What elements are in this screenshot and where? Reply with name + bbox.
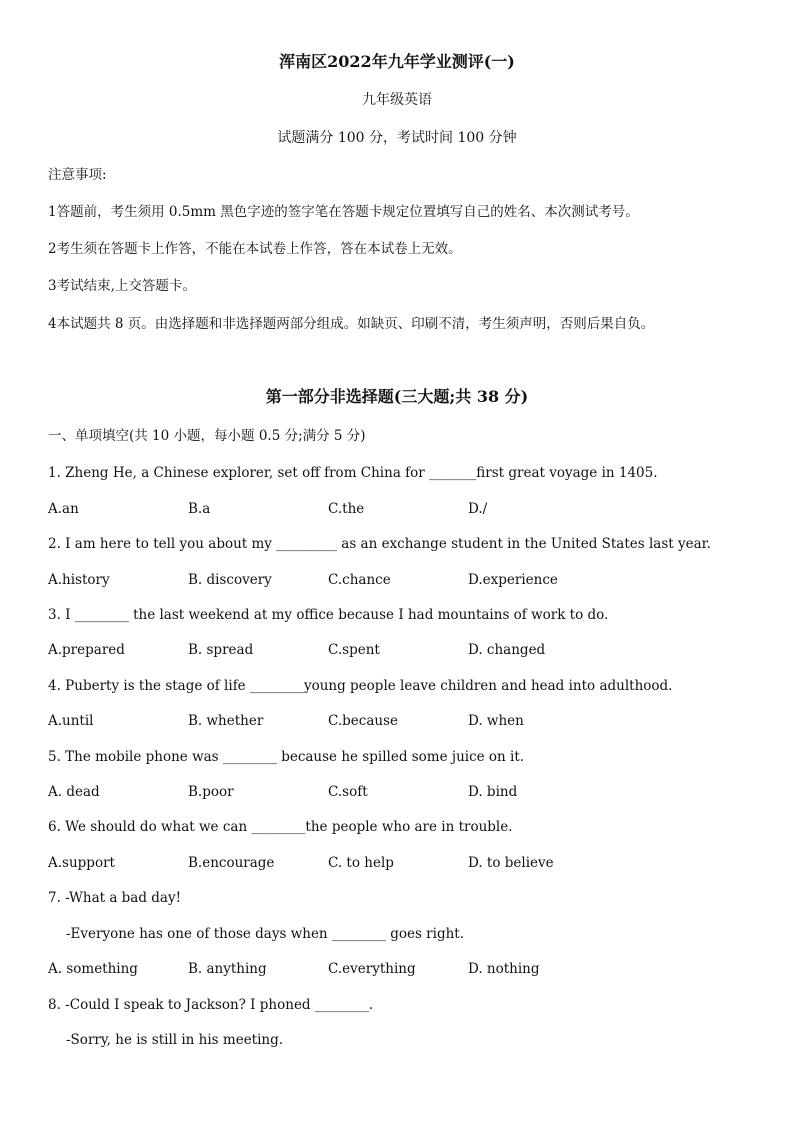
option-c: C.the <box>328 501 365 517</box>
option-c: C.everything <box>328 961 416 977</box>
notice-item: 1答题前，考生须用 0.5mm 黑色字迹的签字笔在答题卡规定位置填写自己的姓名、本次测试考号。 <box>48 204 639 220</box>
option-a: A. dead <box>48 784 100 800</box>
option-c: C.chance <box>328 572 391 588</box>
question-stem: 3. I ________ the last weekend at my office because I had mountains of work to do. <box>48 607 609 623</box>
option-c: C.soft <box>328 784 368 800</box>
option-c: C. to help <box>328 855 394 871</box>
option-b: B. spread <box>188 642 254 658</box>
question-stem: 7. -What a bad day! <box>48 890 182 906</box>
option-d: D. when <box>468 713 524 729</box>
exam-title: 浑南区2022年九年学业测评(一) <box>279 52 515 71</box>
option-b: B. discovery <box>188 572 272 588</box>
option-a: A. something <box>48 961 138 977</box>
question-stem: 5. The mobile phone was ________ because he spilled some juice on it. <box>48 749 525 765</box>
option-a: A.an <box>48 501 79 517</box>
question-stem-response: -Sorry, he is still in his meeting. <box>66 1032 284 1048</box>
exam-subject: 九年级英语 <box>362 92 432 108</box>
notice-heading: 注意事项: <box>48 167 107 183</box>
notice-item: 4本试题共 8 页。由选择题和非选择题两部分组成。如缺页、印刷不清，考生须声明，否则后果自负。 <box>48 316 655 332</box>
option-a: A.until <box>48 713 94 729</box>
option-a: A.prepared <box>48 642 125 658</box>
part-title: 第一部分非选择题(三大题;共 38 分) <box>265 387 529 406</box>
option-b: B.a <box>188 501 211 517</box>
question-stem: 4. Puberty is the stage of life ________young people leave children and head into adulthood. <box>48 678 673 694</box>
option-b: B.poor <box>188 784 234 800</box>
option-d: D.experience <box>468 572 558 588</box>
question-stem: 8. -Could I speak to Jackson? I phoned ________. <box>48 997 374 1013</box>
option-c: C.spent <box>328 642 380 658</box>
option-d: D. nothing <box>468 961 540 977</box>
notice-item: 3考试结束,上交答题卡。 <box>48 278 196 294</box>
option-d: D. bind <box>468 784 518 800</box>
question-stem: 2. I am here to tell you about my _________ as an exchange student in the United States last year. <box>48 536 711 552</box>
option-b: B. anything <box>188 961 267 977</box>
option-a: A.history <box>48 572 110 588</box>
exam-info: 试题满分 100 分，考试时间 100 分钟 <box>277 130 517 146</box>
option-d: D. to believe <box>468 855 554 871</box>
option-d: D. changed <box>468 642 546 658</box>
option-c: C.because <box>328 713 398 729</box>
question-stem-response: -Everyone has one of those days when ________ goes right. <box>66 926 465 942</box>
option-a: A.support <box>48 855 115 871</box>
question-stem: 1. Zheng He, a Chinese explorer, set off from China for _______first great voyage in 1405. <box>48 465 658 481</box>
notice-item: 2考生须在答题卡上作答，不能在本试卷上作答，答在本试卷上无效。 <box>48 241 462 257</box>
option-d: D./ <box>468 501 488 517</box>
option-b: B.encourage <box>188 855 275 871</box>
section-heading: 一、单项填空(共 10 小题，每小题 0.5 分;满分 5 分) <box>48 428 366 444</box>
option-b: B. whether <box>188 713 264 729</box>
question-stem: 6. We should do what we can ________the people who are in trouble. <box>48 819 513 835</box>
